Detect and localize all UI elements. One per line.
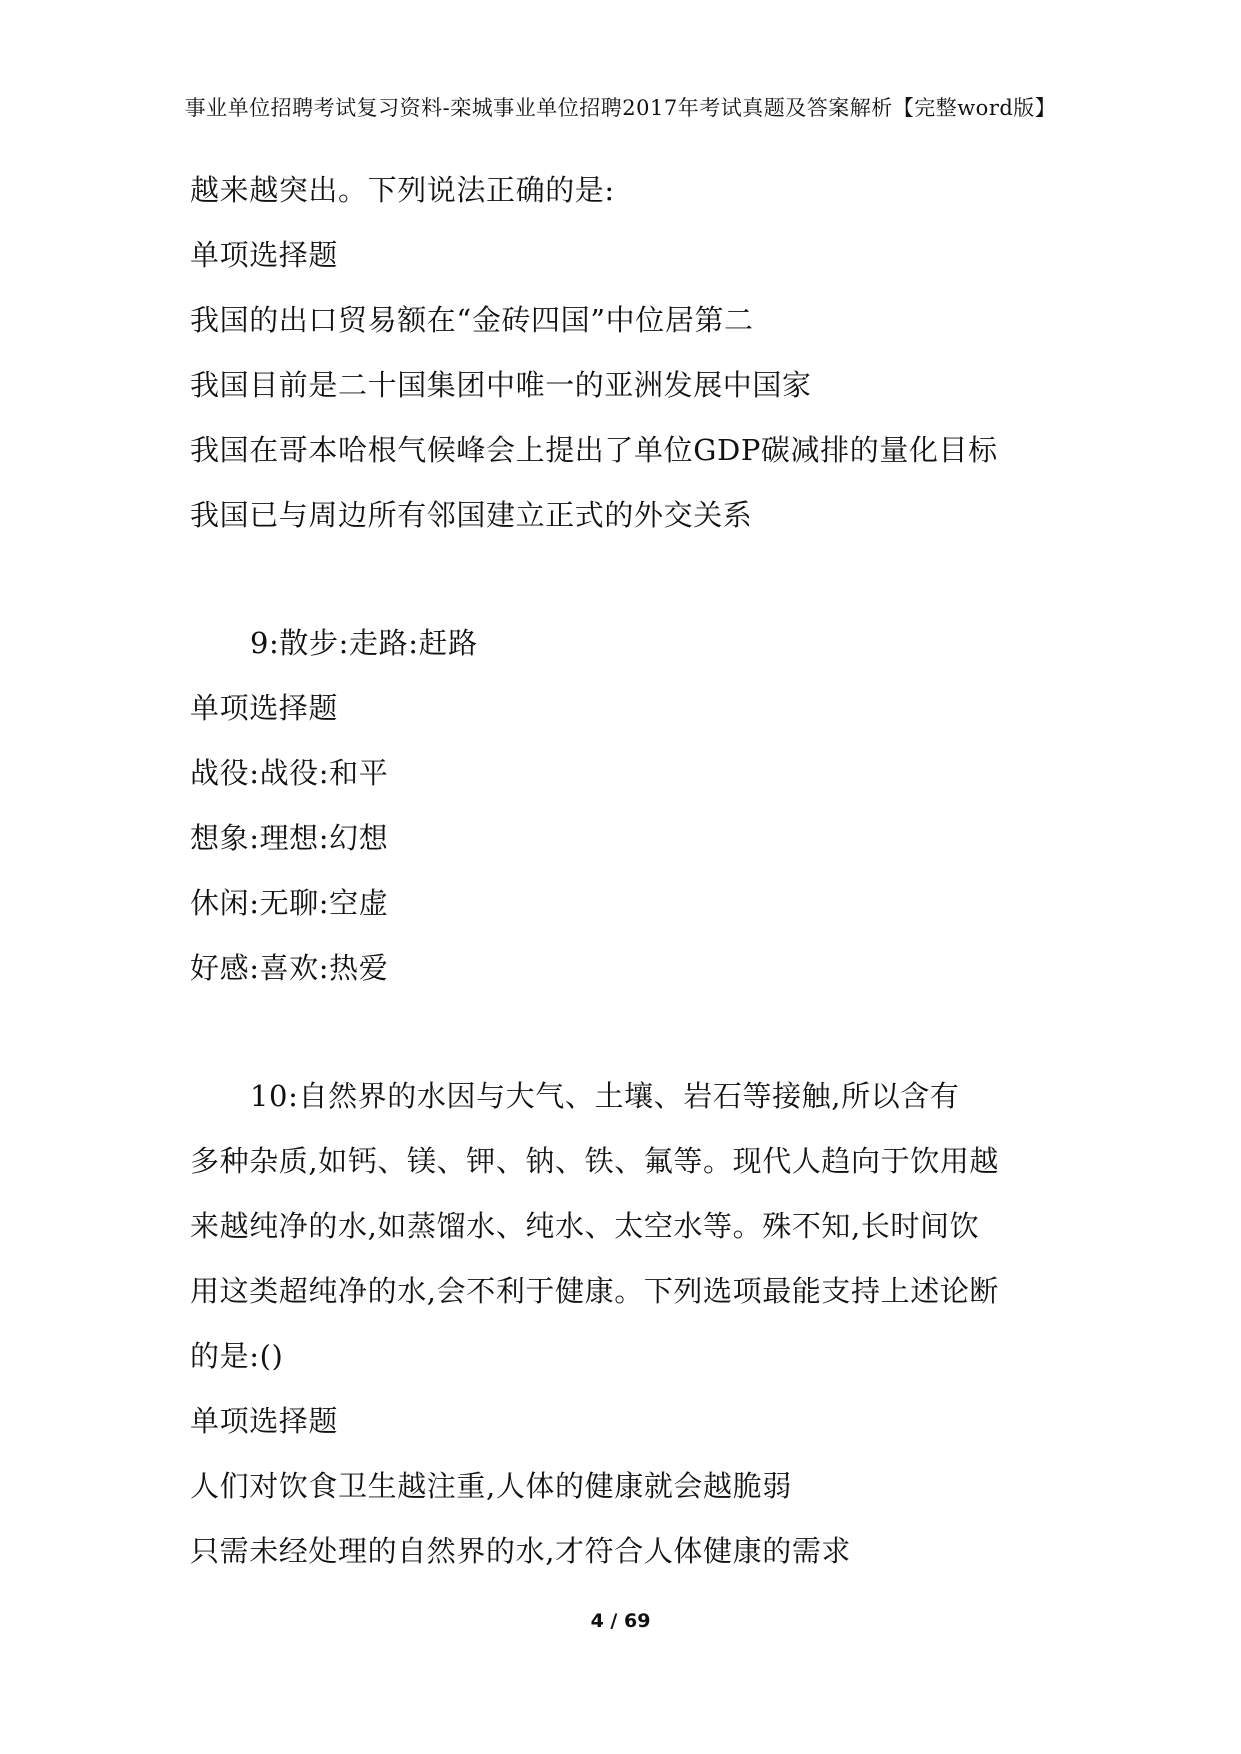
question-10-stem-line-3: 来越纯净的水,如蒸馏水、纯水、太空水等。殊不知,长时间饮 (190, 1209, 980, 1243)
question-8-type: 单项选择题 (190, 238, 339, 272)
page-header: 事业单位招聘考试复习资料-栾城事业单位招聘2017年考试真题及答案解析【完整word版】 (184, 96, 1057, 120)
question-9-type: 单项选择题 (190, 691, 339, 725)
question-9-option-d: 好感:喜欢:热爱 (190, 951, 389, 985)
question-9-stem: 9:散步:走路:赶路 (250, 626, 478, 660)
question-10-stem-line-2: 多种杂质,如钙、镁、钾、钠、铁、氟等。现代人趋向于饮用越 (190, 1144, 1000, 1178)
question-8-option-c: 我国在哥本哈根气候峰会上提出了单位GDP碳减排的量化目标 (190, 433, 998, 467)
question-8-option-b: 我国目前是二十国集团中唯一的亚洲发展中国家 (190, 368, 812, 402)
question-10-option-b: 只需未经处理的自然界的水,才符合人体健康的需求 (190, 1534, 852, 1568)
question-10-option-a: 人们对饮食卫生越注重,人体的健康就会越脆弱 (190, 1469, 792, 1503)
question-9-option-a: 战役:战役:和平 (190, 756, 389, 790)
question-8-option-d: 我国已与周边所有邻国建立正式的外交关系 (190, 498, 753, 532)
question-10-stem-line-4: 用这类超纯净的水,会不利于健康。下列选项最能支持上述论断 (190, 1274, 1000, 1308)
question-9-option-b: 想象:理想:幻想 (190, 821, 389, 855)
page-number: 4 / 69 (590, 1610, 651, 1632)
question-9-option-c: 休闲:无聊:空虚 (190, 886, 389, 920)
question-10-stem-line-1: 10:自然界的水因与大气、土壤、岩石等接触,所以含有 (250, 1079, 960, 1113)
question-8-option-a: 我国的出口贸易额在“金砖四国”中位居第二 (190, 303, 754, 337)
question-8-stem-tail: 越来越突出。下列说法正确的是: (190, 173, 615, 207)
question-10-stem-line-5: 的是:() (190, 1339, 284, 1373)
question-10-type: 单项选择题 (190, 1404, 339, 1438)
